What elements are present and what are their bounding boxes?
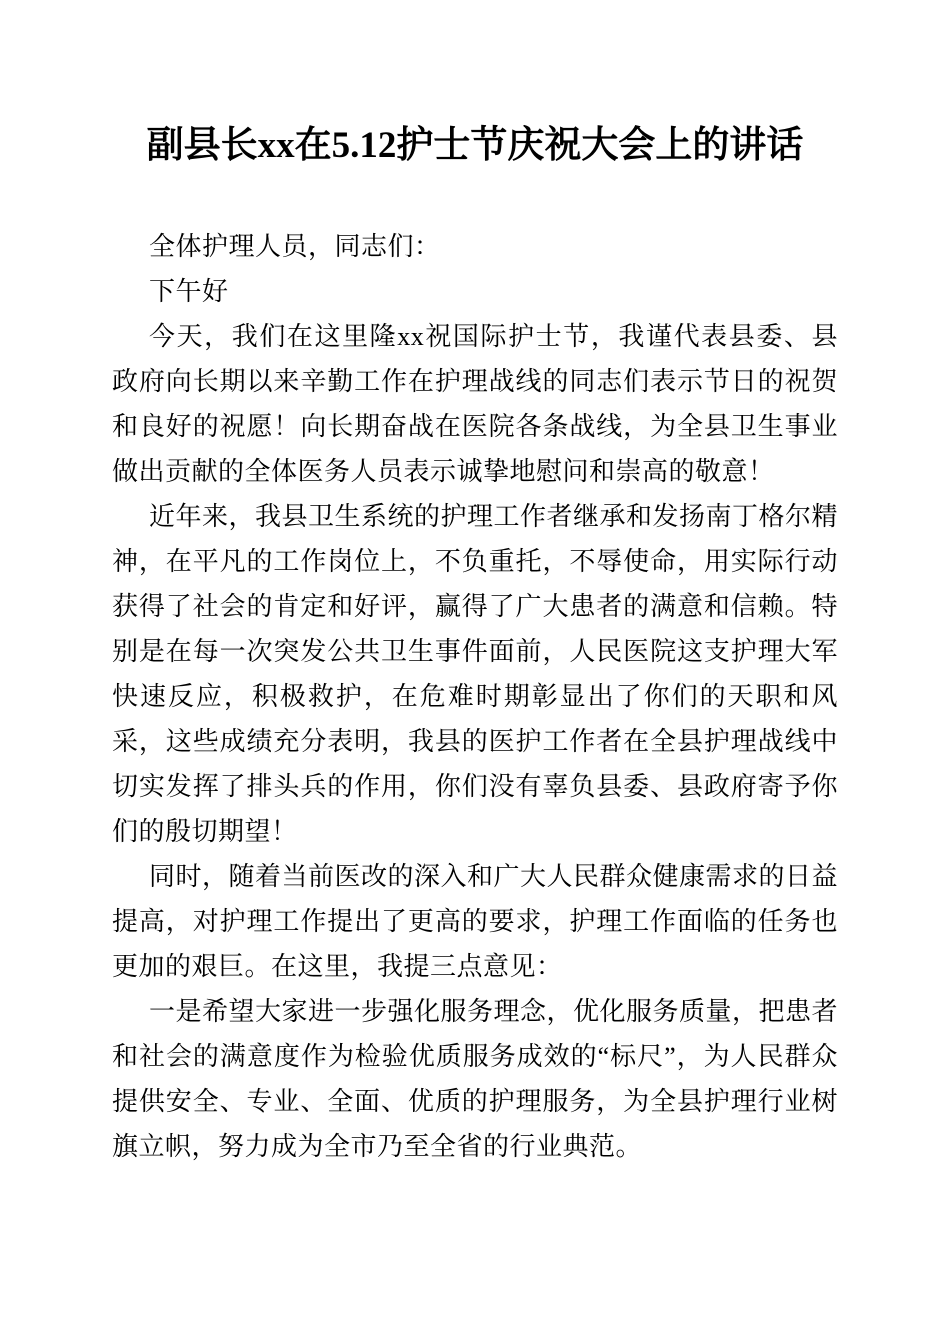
paragraph-2: 近年来，我县卫生系统的护理工作者继承和发扬南丁格尔精神，在平凡的工作岗位上，不负重托，不辱使命，用实际行动获得了社会的肯定和好评，赢得了广大患者的满意和信赖。特别是在每一次突发公共卫生事件面前，人民医院这支护理大军快速反应，积极救护，在危难时期彰显出了你们的天职和风采，这些成绩充分表明，我县的医护工作者在全县护理战线中切实发挥了排头兵的作用，你们没有辜负县委、县政府寄予你们的殷切期望！ [112,502,839,846]
paragraph-3: 同时，随着当前医改的深入和广大人民群众健康需求的日益提高，对护理工作提出了更高的要求，护理工作面临的任务也更加的艰巨。在这里，我提三点意见： [112,862,839,981]
paragraph-4: 一是希望大家进一步强化服务理念，优化服务质量，把患者和社会的满意度作为检验优质服务成效的“标尺”，为人民群众提供安全、专业、全面、优质的护理服务，为全县护理行业树旗立帜，努力成为全市乃至全省的行业典范。 [112,997,839,1161]
document-title: 副县长xx在5.12护士节庆祝大会上的讲话 [146,125,804,166]
salutation-line: 全体护理人员，同志们： [149,232,441,261]
paragraph-1: 今天，我们在这里隆xx祝国际护士节，我谨代表县委、县政府向长期以来辛勤工作在护理战线的同志们表示节日的祝贺和良好的祝愿！向长期奋战在医院各条战线，为全县卫生事业做出贡献的全体医务人员表示诚挚地慰问和崇高的敬意！ [112,322,838,486]
greeting-line: 下午好 [149,277,229,306]
